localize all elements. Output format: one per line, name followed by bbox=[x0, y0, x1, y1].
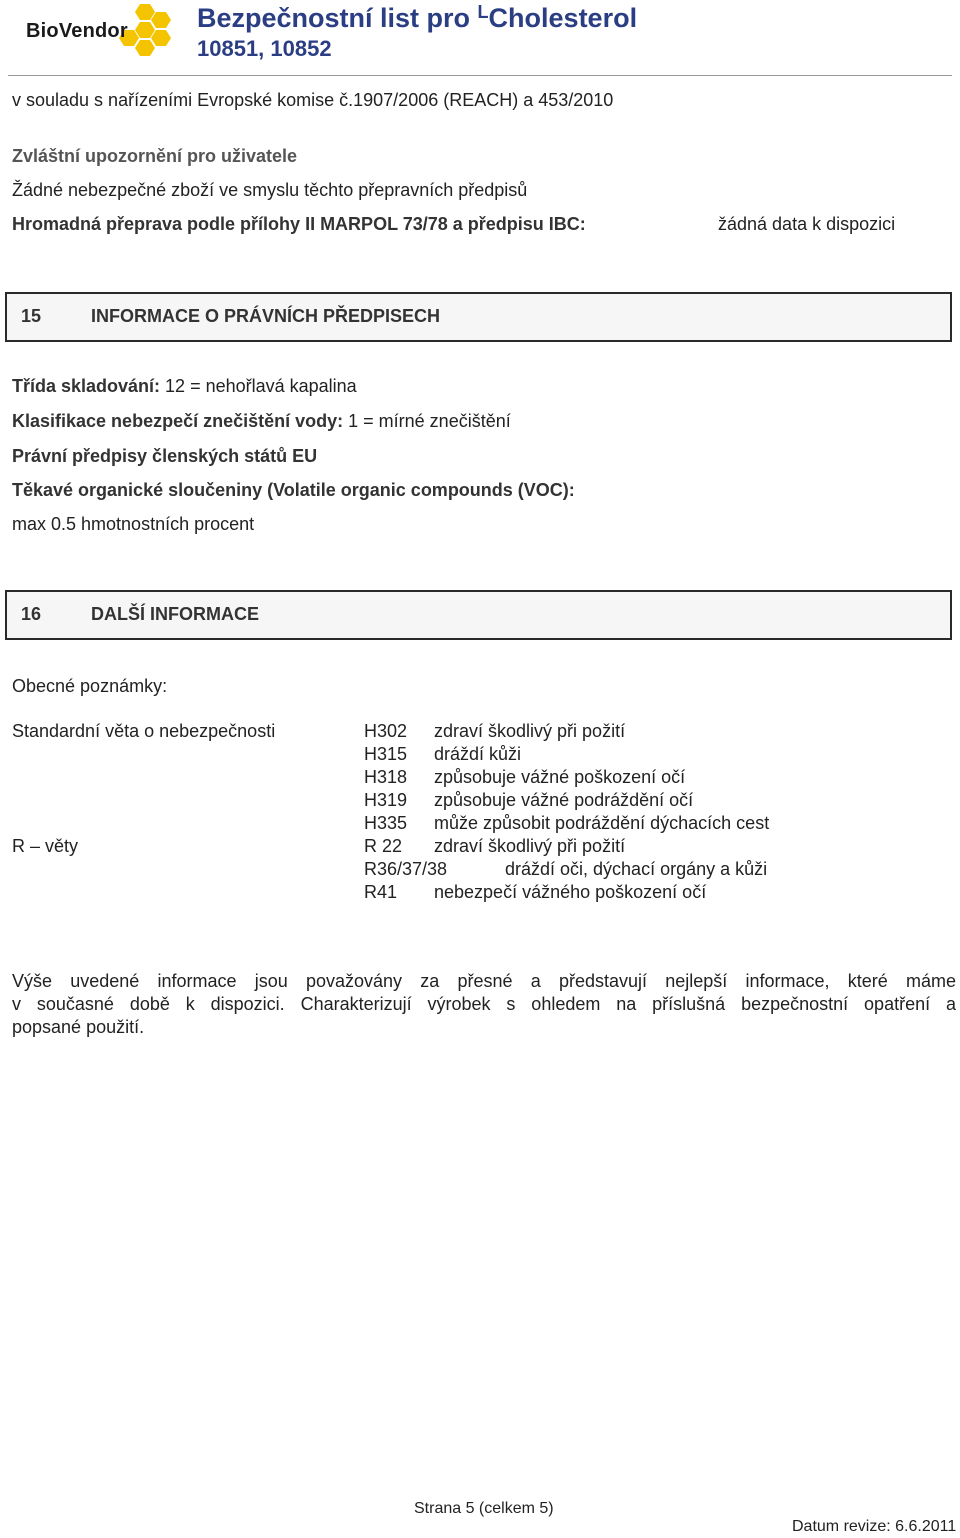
r-phrase-code: R36/37/38 bbox=[364, 859, 448, 879]
special-precautions-heading: Zvláštní upozornění pro uživatele bbox=[12, 146, 298, 166]
disclaimer-line: popsané použití. bbox=[12, 1017, 145, 1037]
bulk-transport-label: Hromadná přeprava podle přílohy II MARPOL 73/78 a předpisu IBC: bbox=[12, 214, 586, 234]
biovendor-logo bbox=[22, 0, 172, 64]
hazard-text: způsobuje vážné poškození očí bbox=[434, 767, 686, 787]
water-hazard-class: Klasifikace nebezpečí znečištění vody: 1 = mírné znečištění bbox=[12, 411, 511, 431]
disclaimer-paragraph bbox=[12, 970, 956, 1039]
product-codes: 10851, 10852 bbox=[197, 36, 332, 61]
section-number: 16 bbox=[21, 604, 42, 624]
page-number: Strana 5 (celkem 5) bbox=[414, 1500, 554, 1517]
regulation-line: v souladu s nařízeními Evropské komise č.1907/2006 (REACH) a 453/2010 bbox=[12, 90, 614, 110]
r-phrase-code: R41 bbox=[364, 882, 398, 902]
hazard-code: H302 bbox=[364, 721, 408, 741]
header-divider bbox=[8, 75, 952, 76]
hazard-text: dráždí kůži bbox=[434, 744, 522, 764]
r-phrase-text: zdraví škodlivý při požití bbox=[434, 836, 626, 856]
section-title: INFORMACE O PRÁVNÍCH PŘEDPISECH bbox=[91, 306, 441, 326]
r-phrase-text: dráždí oči, dýchací orgány a kůži bbox=[505, 859, 768, 879]
section-16-header bbox=[5, 590, 952, 640]
hazard-code: H318 bbox=[364, 767, 408, 787]
transport-text: Žádné nebezpečné zboží ve smyslu těchto přepravních předpisů bbox=[12, 180, 528, 200]
r-phrase-code: R 22 bbox=[364, 836, 403, 856]
hazard-code: H335 bbox=[364, 813, 408, 833]
revision-date: Datum revize: 6.6.2011 bbox=[792, 1518, 957, 1535]
logo-text: BioVendor bbox=[26, 20, 128, 42]
hazard-code: H319 bbox=[364, 790, 408, 810]
eu-regulations-heading: Právní předpisy členských států EU bbox=[12, 446, 318, 466]
bulk-transport-value: žádná data k dispozici bbox=[718, 214, 896, 234]
r-phrase-text: nebezpečí vážného poškození očí bbox=[434, 882, 707, 902]
storage-class: Třída skladování: 12 = nehořlavá kapalina bbox=[12, 376, 357, 396]
hazard-statements-label: Standardní věta o nebezpečnosti bbox=[12, 721, 276, 741]
section-15-header bbox=[5, 292, 952, 342]
disclaimer-line: Výše uvedené informace jsou považovány za přesné a představují nejlepší informace, které máme bbox=[12, 971, 956, 991]
hazard-text: může způsobit podráždění dýchacích cest bbox=[434, 813, 770, 833]
voc-heading: Těkavé organické sloučeniny (Volatile organic compounds (VOC): bbox=[12, 480, 575, 500]
hazard-text: způsobuje vážné podráždění očí bbox=[434, 790, 694, 810]
voc-value: max 0.5 hmotnostních procent bbox=[12, 514, 255, 534]
general-notes-label: Obecné poznámky: bbox=[12, 676, 168, 696]
section-title: DALŠÍ INFORMACE bbox=[91, 604, 259, 624]
hazard-text: zdraví škodlivý při požití bbox=[434, 721, 626, 741]
r-phrases-label: R – věty bbox=[12, 836, 79, 856]
document-title: Bezpečnostní list pro $^L$Cholesterol bbox=[197, 2, 638, 33]
hazard-code: H315 bbox=[364, 744, 408, 764]
section-number: 15 bbox=[21, 306, 42, 326]
disclaimer-line: v současné době k dispozici. Charakterizují výrobek s ohledem na příslušná bezpečnostní opatření a bbox=[12, 994, 956, 1014]
